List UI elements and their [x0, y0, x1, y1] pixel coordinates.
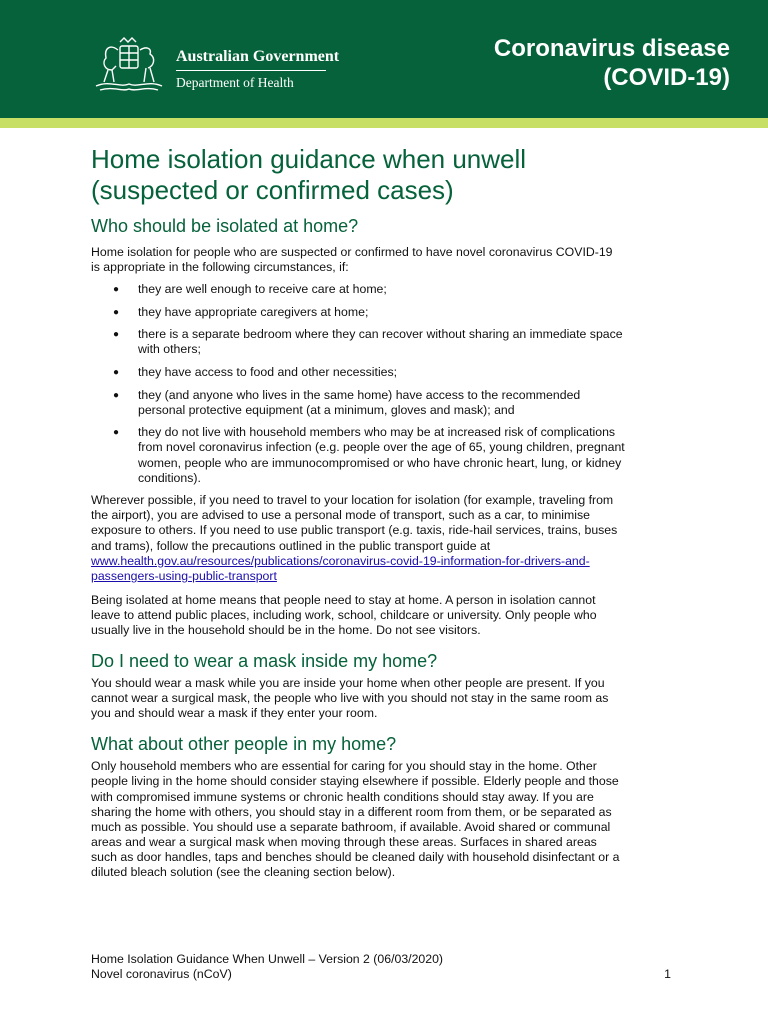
- footer-topic: Novel coronavirus (nCoV): [91, 966, 232, 981]
- government-name: Australian Government: [176, 48, 340, 65]
- list-item: ● they are well enough to receive care at home;: [113, 282, 387, 297]
- bullet-icon: ●: [113, 367, 120, 379]
- page-title-line2: (suspected or confirmed cases): [91, 175, 454, 205]
- list-item: ● they do not live with household members who may be at increased risk of complications from novel coronavirus infection (e.g. people over the age of 65, young children, pregnant women, people who are immunocompromised or who have chronic heart, lung, or kidney conditions).: [113, 425, 625, 485]
- criteria-list: [91, 282, 679, 486]
- travel-paragraph: Wherever possible, if you need to travel to your location for isolation (for example, traveling from the airport), you are advised to use a personal mode of transport, such as a car, to minimise exposure to others. If you need to use public transport (e.g. taxis, ride-hail services, trains, buses and trams), follow the precautions outlined in the public transport guide at www.health.gov.au/resources/publications/coronavirus-covid-19-information-for-drivers-and- passengers-using-public-transport: [91, 493, 618, 583]
- bullet-icon: ●: [113, 329, 120, 341]
- section-heading-who-isolated: Who should be isolated at home?: [91, 216, 359, 236]
- section-heading-other-people: What about other people in my home?: [91, 734, 397, 755]
- page-title-line1: Home isolation guidance when unwell: [91, 144, 527, 174]
- bullet-icon: ●: [113, 306, 120, 318]
- bullet-icon: ●: [113, 389, 120, 401]
- header-title: [410, 34, 730, 92]
- logo-divider: [176, 70, 326, 71]
- page-title: [91, 144, 679, 206]
- bullet-icon: ●: [113, 427, 120, 439]
- page-footer: [91, 952, 671, 981]
- header-title-line1: Coronavirus disease: [493, 35, 730, 62]
- section-heading-mask: Do I need to wear a mask inside my home?: [91, 651, 438, 672]
- list-item: ● they have access to food and other necessities;: [113, 365, 398, 380]
- footer-version: Home Isolation Guidance When Unwell – Version 2 (06/03/2020): [91, 952, 444, 966]
- coat-of-arms-icon: [90, 36, 168, 94]
- header-banner: [0, 0, 768, 118]
- isolation-paragraph: Being isolated at home means that people need to stay at home. A person in isolation cannot leave to attend public places, including work, school, childcare or university. Only people who usually live in the household should be in the home. Do not see visitors.: [91, 592, 597, 637]
- other-people-paragraph: Only household members who are essential for caring for you should stay in the home. Other people living in the home should consider staying elsewhere if possible. Elderly people and those with compromised immune systems or chronic health conditions should stay away. If you are sharing the home with others, you should stay in a different room from them, or be separated as much as possible. You should use a separate bathroom, if available. Avoid shared or communal areas and wear a surgical mask when moving through these areas. Surfaces in shared areas such as door handles, taps and benches should be cleaned daily with household disinfectant or a diluted bleach solution (see the cleaning section below).: [91, 759, 620, 879]
- list-item: ● they have appropriate caregivers at home;: [113, 304, 369, 319]
- document-body: [91, 144, 679, 880]
- list-item: ● they (and anyone who lives in the same home) have access to the recommended personal protective equipment (at a minimum, gloves and mask); and: [113, 387, 581, 417]
- public-transport-guide-link[interactable]: www.health.gov.au/resources/publications/coronavirus-covid-19-information-for-drivers-and-: [91, 553, 590, 568]
- header-title-line2: (COVID-19): [603, 64, 730, 91]
- list-item: ● there is a separate bedroom where they can recover without sharing an immediate space with others;: [113, 327, 623, 357]
- page-number: 1: [664, 966, 671, 981]
- bullet-icon: ●: [113, 284, 120, 296]
- public-transport-guide-link-continued[interactable]: passengers-using-public-transport: [91, 568, 277, 583]
- intro-paragraph: Home isolation for people who are suspected or confirmed to have novel coronavirus COVID-19 is appropriate in the following circumstances, if:: [91, 245, 613, 275]
- government-logo-text: [176, 47, 339, 91]
- mask-paragraph: You should wear a mask while you are inside your home when other people are present. If you cannot wear a surgical mask, the people who live with you should not stay in the same room as you and should wear a mask if they enter your room.: [91, 676, 609, 721]
- department-name: Department of Health: [176, 75, 294, 90]
- header-accent-stripe: [0, 118, 768, 128]
